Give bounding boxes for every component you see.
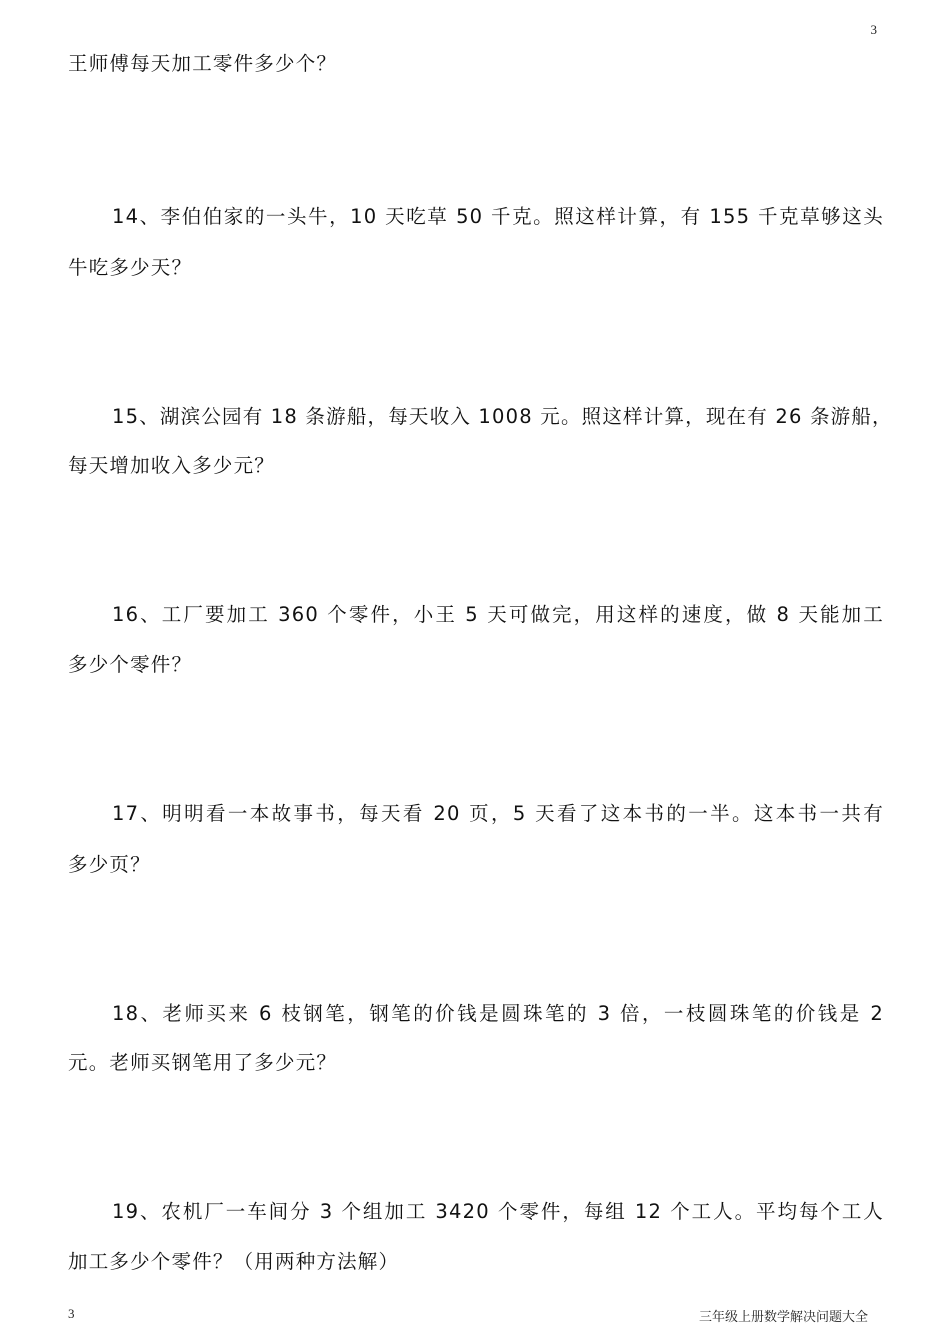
problem-17-line-1: 17、明明看一本故事书，每天看 20 页，5 天看了这本书的一半。这本书一共有: [112, 802, 884, 825]
problem-13-tail: 王师傅每天加工零件多少个？: [68, 52, 338, 75]
problem-17-line-2: 多少页？: [68, 853, 151, 876]
problem-18-line-1: 18、老师买来 6 枝钢笔，钢笔的价钱是圆珠笔的 3 倍，一枝圆珠笔的价钱是 2: [112, 1002, 884, 1025]
problem-16-line-1: 16、工厂要加工 360 个零件，小王 5 天可做完，用这样的速度，做 8 天能加工: [112, 603, 884, 626]
footer-title: 三年级上册数学解决问题大全: [698, 1310, 868, 1325]
problem-18-line-2: 元。老师买钢笔用了多少元？: [68, 1051, 338, 1074]
problem-14-line-1: 14、李伯伯家的一头牛，10 天吃草 50 千克。照这样计算，有 155 千克草够这头: [112, 205, 884, 228]
problem-15-line-1: 15、湖滨公园有 18 条游船，每天收入 1008 元。照这样计算，现在有 26 条游船，: [112, 405, 893, 428]
problem-16-line-2: 多少个零件？: [68, 653, 193, 676]
page-number-top: 3: [870, 22, 877, 37]
problem-15-line-2: 每天增加收入多少元？: [68, 454, 276, 477]
problem-19-line-1: 19、农机厂一车间分 3 个组加工 3420 个零件，每组 12 个工人。平均每个工人: [112, 1200, 884, 1223]
page-number-footer: 3: [68, 1306, 75, 1321]
problem-19-line-2: 加工多少个零件？（用两种方法解）: [68, 1250, 400, 1273]
problem-14-line-2: 牛吃多少天？: [68, 256, 193, 279]
